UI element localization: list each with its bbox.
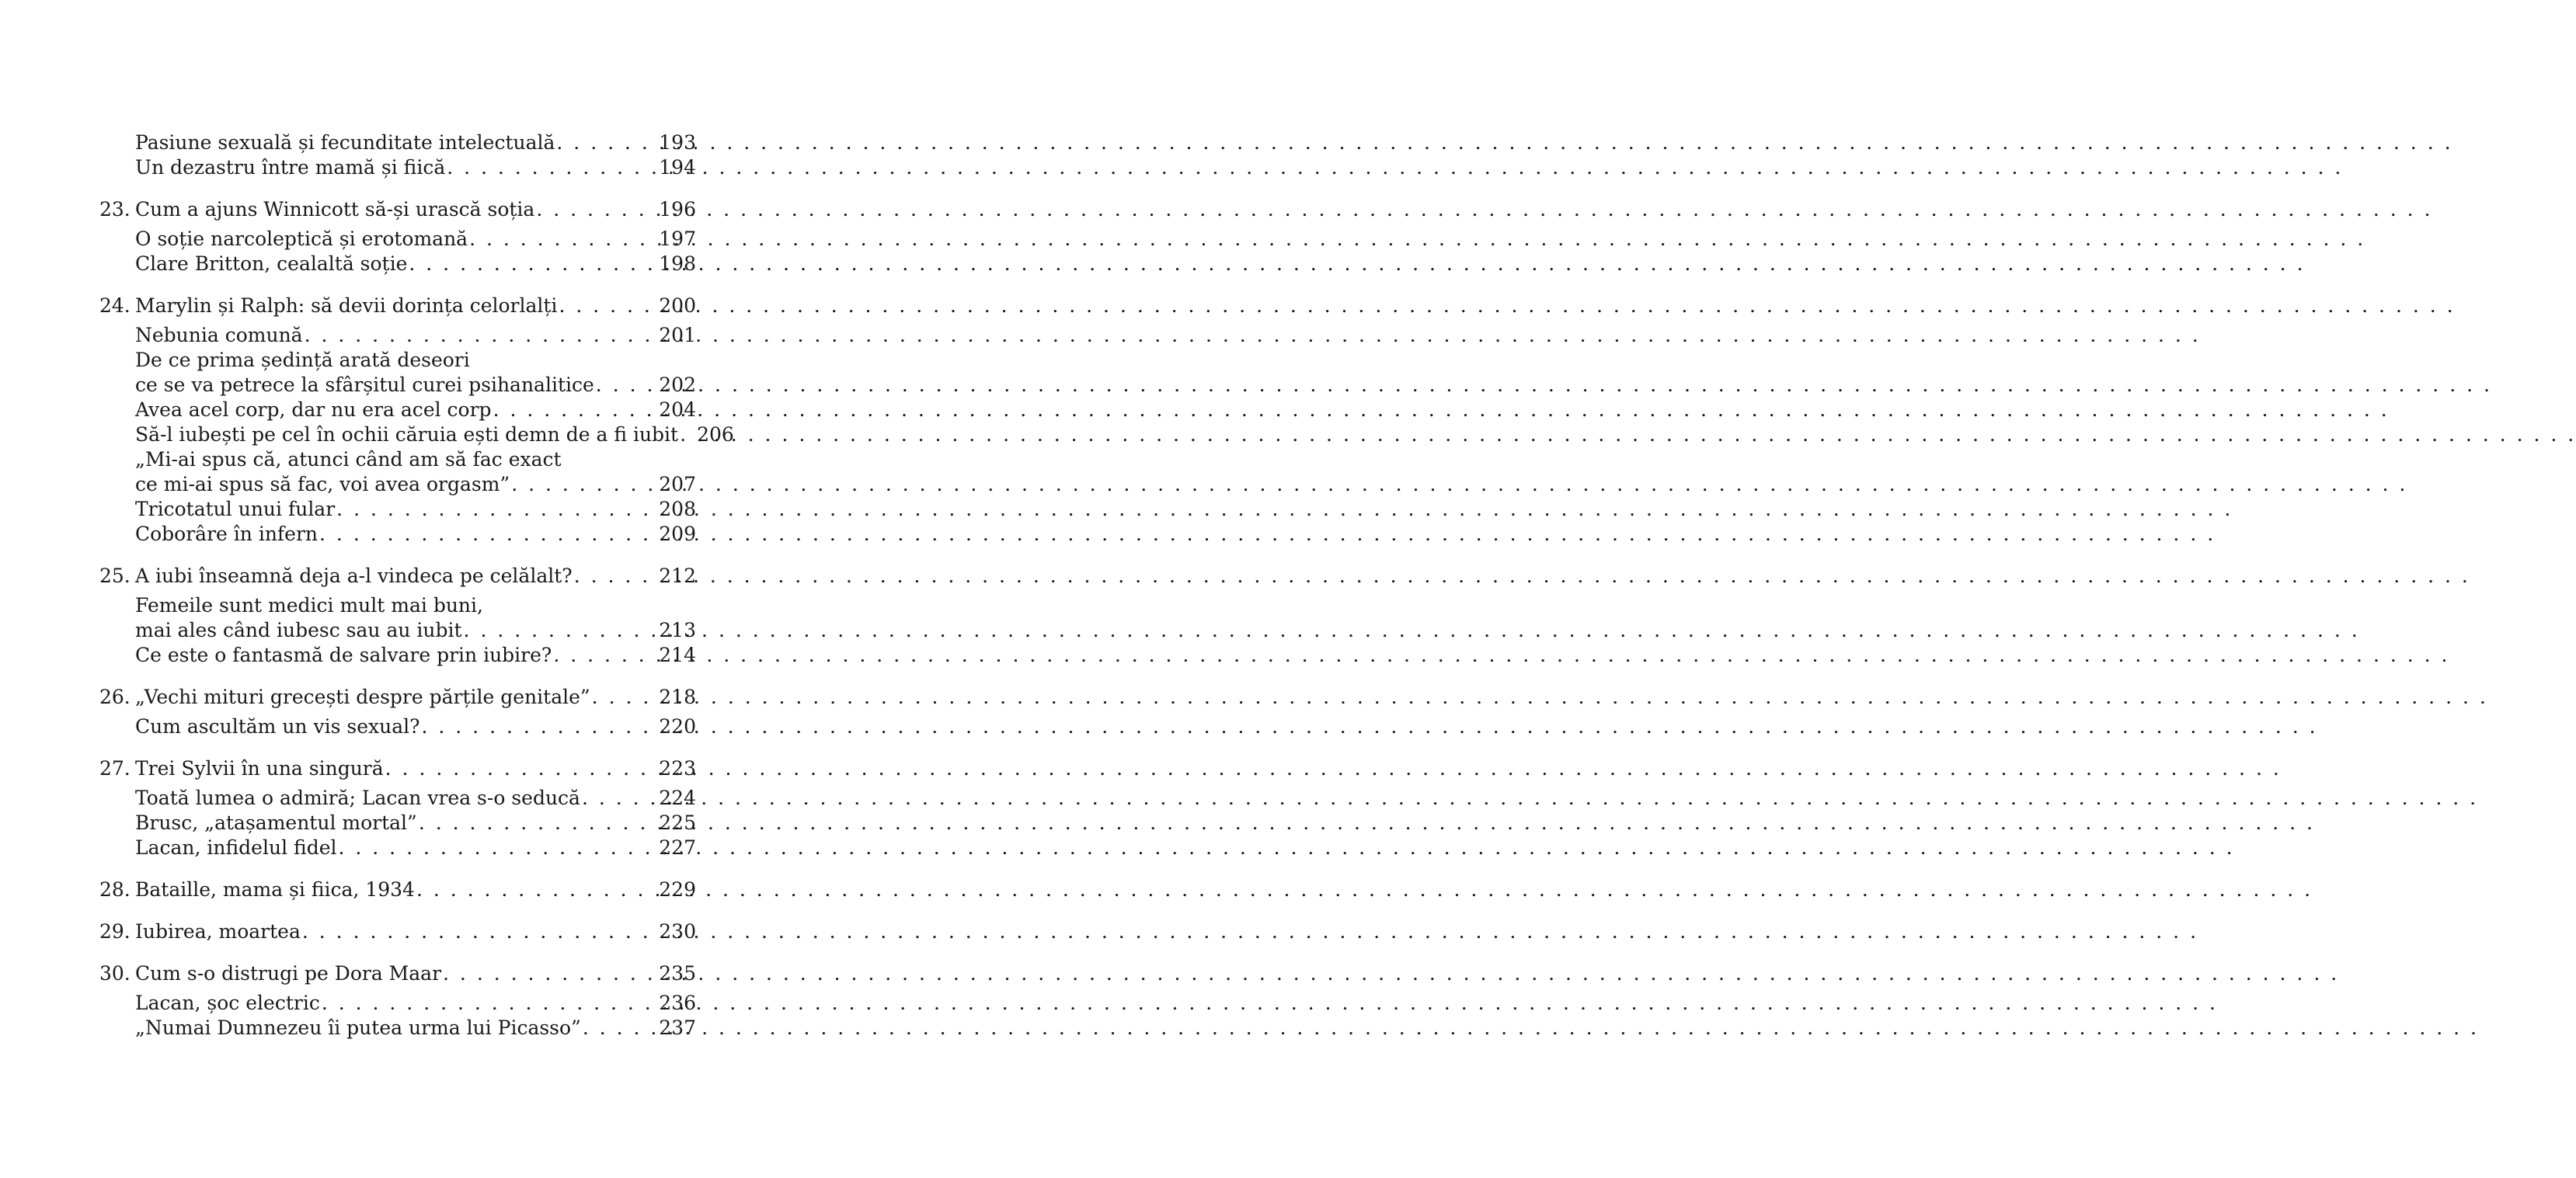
chapter-title: „Vechi mituri grecești despre părțile genitale” — [135, 686, 590, 708]
dot-leader — [303, 323, 660, 348]
dot-leader — [581, 1016, 659, 1041]
entry-page: 225 — [659, 811, 696, 834]
toc-entry — [99, 155, 696, 180]
entry-title: Lacan, infidelul fidel — [135, 836, 337, 859]
dot-leader — [335, 497, 659, 522]
dot-leader — [594, 373, 659, 398]
chapter-number: 27. — [99, 757, 131, 780]
dot-leader — [301, 919, 659, 944]
dot-leader — [552, 643, 659, 668]
entry-page: 237 — [659, 1016, 696, 1039]
entry-page: 197 — [659, 228, 696, 250]
dot-leader — [678, 422, 697, 447]
chapter-page: 229 — [659, 878, 696, 901]
chapter-page: 235 — [659, 962, 696, 985]
dot-leader — [590, 685, 660, 710]
toc-entry — [99, 422, 734, 447]
chapter-heading — [99, 294, 696, 318]
toc-entry — [99, 836, 696, 860]
dot-leader — [441, 961, 659, 986]
dot-leader — [557, 294, 659, 318]
dot-leader — [573, 564, 660, 589]
toc-entry — [99, 130, 696, 155]
dot-leader — [415, 877, 659, 902]
toc-entry — [99, 398, 696, 422]
entry-page: 201 — [659, 324, 696, 346]
entry-page: 206 — [697, 423, 734, 446]
chapter-heading — [99, 564, 696, 589]
chapter-number: 25. — [99, 565, 131, 587]
entry-page: 213 — [659, 619, 696, 641]
chapter-title: Cum a ajuns Winnicott să-și urască soția — [135, 198, 535, 221]
entry-title: Cum ascultăm un vis sexual? — [135, 715, 420, 738]
dot-leader — [318, 522, 659, 547]
toc-chapter-24 — [99, 294, 734, 547]
entry-page: 207 — [659, 473, 696, 495]
toc-continuation — [99, 130, 696, 180]
dot-leader — [492, 398, 660, 422]
toc-entry — [99, 323, 696, 348]
entry-page: 194 — [659, 156, 696, 179]
dot-leader — [384, 756, 660, 781]
entry-title-line1: Femeile sunt medici mult mai buni, — [135, 594, 483, 617]
entry-page: 209 — [659, 523, 696, 545]
chapter-page: 196 — [659, 198, 696, 221]
entry-title: Toată lumea o admiră; Lacan vrea s-o seducă — [135, 787, 580, 809]
toc-entry — [99, 811, 696, 836]
chapter-title: Cum s-o distrugi pe Dora Maar — [135, 962, 442, 985]
entry-title: Coborâre în infern — [135, 523, 319, 545]
chapter-heading — [99, 685, 696, 710]
entry-title: ce mi-ai spus să fac, voi avea orgasm” — [135, 473, 510, 495]
chapter-number: 30. — [99, 962, 131, 985]
entry-title: Lacan, șoc electric — [135, 992, 320, 1014]
entry-title: „Numai Dumnezeu îi putea urma lui Picasso” — [135, 1016, 581, 1039]
entry-title: Ce este o fantasmă de salvare prin iubire? — [135, 644, 552, 666]
entry-page: 202 — [659, 374, 696, 396]
entry-title: Nebunia comună — [135, 324, 303, 346]
toc-entry — [99, 472, 696, 497]
toc-entry — [99, 714, 696, 739]
dot-leader — [510, 472, 659, 497]
dot-leader — [462, 618, 660, 643]
entry-title: O soție narcoleptică și erotomană — [135, 228, 468, 250]
chapter-title: Trei Sylvii în una singură — [135, 757, 384, 780]
entry-title: Avea acel corp, dar nu era acel corp — [135, 398, 492, 421]
entry-title: Un dezastru între mamă și fiică — [135, 156, 446, 179]
chapter-heading — [99, 919, 696, 944]
entry-page: 236 — [659, 992, 696, 1014]
chapter-number: 24. — [99, 294, 131, 317]
entry-title-line1: De ce prima ședință arată deseori — [135, 349, 470, 371]
chapter-page: 200 — [659, 294, 696, 317]
entry-title-line1: „Mi-ai spus că, atunci când am să fac exact — [135, 448, 562, 471]
chapter-page: 212 — [659, 565, 696, 587]
dot-leader — [407, 252, 659, 276]
chapter-number: 29. — [99, 920, 131, 943]
entry-page: 220 — [659, 715, 696, 738]
dot-leader — [337, 836, 660, 860]
dot-leader — [420, 714, 660, 739]
toc-entry — [99, 618, 696, 643]
toc-entry — [99, 786, 696, 811]
dot-leader — [468, 227, 659, 252]
entry-page: 224 — [659, 787, 696, 809]
chapter-page: 223 — [659, 757, 696, 780]
chapter-number: 26. — [99, 686, 131, 708]
toc-entry — [99, 643, 696, 668]
entry-title: Să-l iubești pe cel în ochii căruia ești demn de a fi iubit — [135, 423, 679, 446]
entry-page: 214 — [659, 644, 696, 666]
toc-chapter-28 — [99, 877, 696, 902]
chapter-title: Marylin și Ralph: să devii dorința celorlalți — [135, 294, 558, 317]
entry-title: mai ales când iubesc sau au iubit — [135, 619, 462, 641]
toc-entry — [99, 522, 696, 547]
entry-title: Tricotatul unui fular — [135, 498, 336, 520]
toc-chapter-25 — [99, 564, 696, 668]
chapter-heading — [99, 877, 696, 902]
entry-page: 204 — [659, 398, 696, 421]
toc-entry — [99, 252, 696, 276]
entry-page: 208 — [659, 498, 696, 520]
chapter-title: Iubirea, moartea — [135, 920, 301, 943]
dot-leader — [445, 155, 659, 180]
toc-entry — [99, 373, 696, 398]
chapter-title: Bataille, mama și fiica, 1934 — [135, 878, 415, 901]
chapter-number: 23. — [99, 198, 131, 221]
chapter-number: 28. — [99, 878, 131, 901]
entry-title: ce se va petrece la sfârșitul curei psihanalitice — [135, 374, 594, 396]
chapter-heading — [99, 756, 696, 781]
chapter-heading — [99, 197, 696, 222]
toc-entry — [99, 991, 696, 1016]
chapter-title: A iubi înseamnă deja a-l vindeca pe celălalt? — [135, 565, 573, 587]
entry-title: Pasiune sexuală și fecunditate intelectuală — [135, 131, 555, 154]
toc-entry — [99, 1016, 696, 1041]
toc-chapter-30 — [99, 961, 696, 1041]
toc-chapter-29 — [99, 919, 696, 944]
toc-chapter-27 — [99, 756, 696, 860]
dot-leader — [417, 811, 659, 836]
dot-leader — [555, 130, 659, 155]
toc-entry — [99, 497, 696, 522]
dot-leader — [534, 197, 659, 222]
entry-page: 227 — [659, 836, 696, 859]
dot-leader — [320, 991, 659, 1016]
entry-title: Clare Britton, cealaltă soție — [135, 252, 408, 275]
dot-leader — [580, 786, 659, 811]
table-of-contents — [99, 130, 734, 1058]
entry-page: 193 — [659, 131, 696, 154]
toc-entry — [99, 227, 696, 252]
entry-page: 198 — [659, 252, 696, 275]
chapter-page: 218 — [659, 686, 696, 708]
toc-chapter-23 — [99, 197, 696, 276]
toc-chapter-26 — [99, 685, 696, 739]
chapter-heading — [99, 961, 696, 986]
chapter-page: 230 — [659, 920, 696, 943]
entry-title: Brusc, „atașamentul mortal” — [135, 811, 417, 834]
